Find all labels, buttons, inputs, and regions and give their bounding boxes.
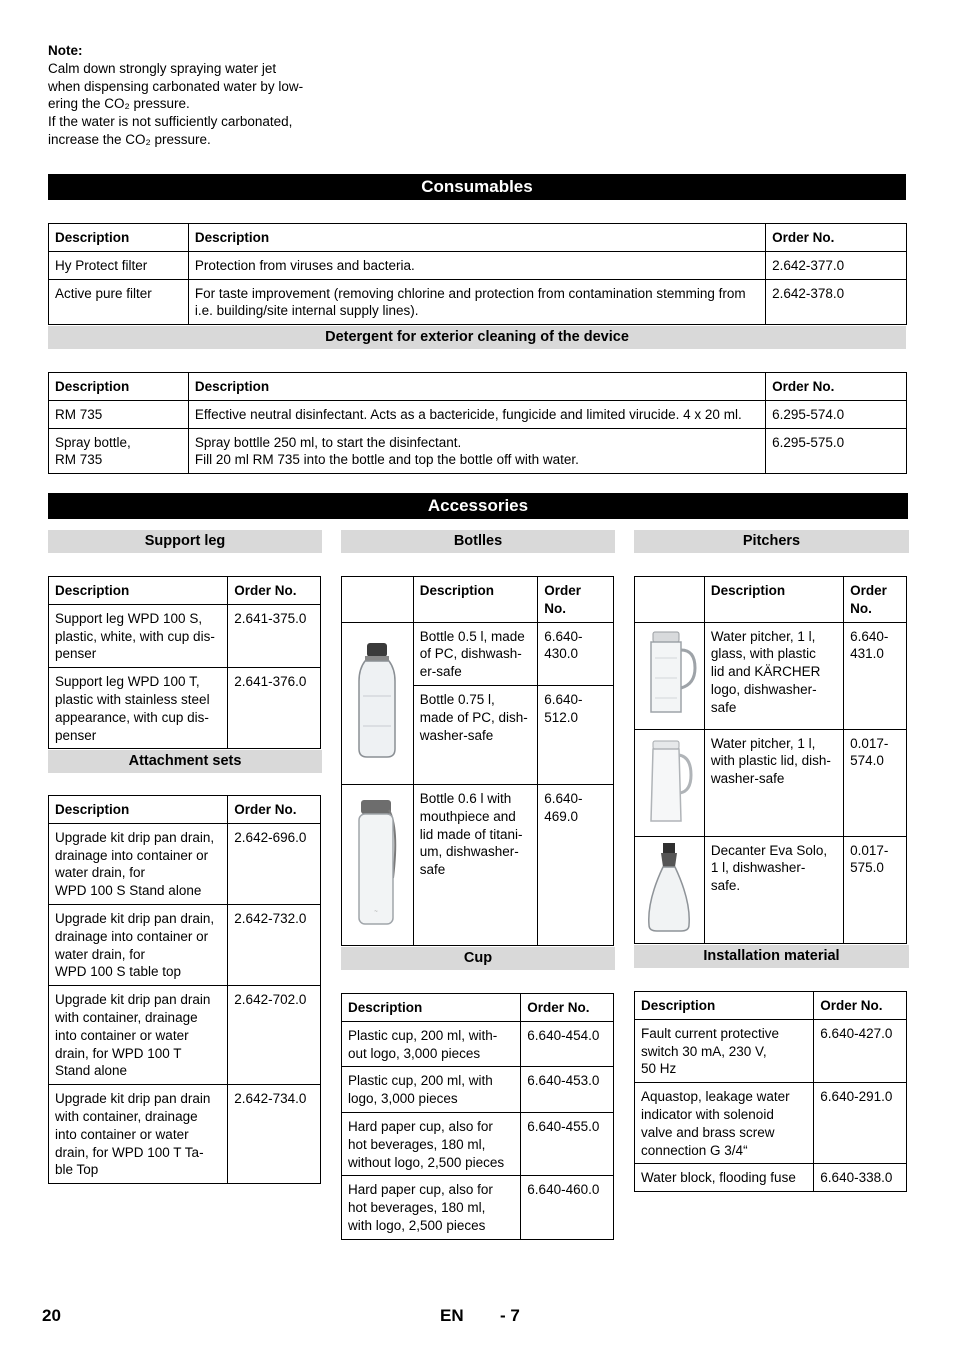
installation-heading: Installation material — [634, 945, 909, 968]
svg-text:~: ~ — [374, 908, 379, 915]
cell: Hard paper cup, also for hot beverages, 180 ml, with logo, 2,500 pieces — [342, 1176, 521, 1239]
decanter-image — [641, 841, 697, 933]
clear-bottle-image — [355, 641, 399, 761]
pitcher-image-cell — [635, 622, 705, 729]
order-no: 6.640- 431.0 — [844, 622, 907, 729]
note-line: ering the CO₂ pressure. — [48, 96, 190, 112]
order-no: 6.640-427.0 — [814, 1019, 907, 1082]
cup-heading: Cup — [341, 947, 615, 970]
col-header: Order No. — [538, 577, 614, 623]
col-header — [342, 577, 414, 623]
col-header: Description — [413, 577, 538, 623]
col-header: Description — [49, 224, 189, 252]
cell: Bottle 0.6 l with mouthpiece and lid made of titani- um, dishwasher- safe — [413, 784, 538, 945]
cell: Water pitcher, 1 l, with plastic lid, dish- washer-safe — [704, 729, 843, 836]
titanium-lid-bottle-image — [353, 798, 401, 928]
detergent-heading: Detergent for exterior cleaning of the device — [48, 326, 906, 349]
note-line: If the water is not sufficiently carbonated, — [48, 114, 293, 130]
table-header-row — [342, 994, 614, 1022]
plastic-lid-pitcher-image — [641, 735, 697, 825]
order-no: 0.017- 575.0 — [844, 836, 907, 943]
order-no: 2.642-696.0 — [228, 823, 321, 904]
table-row — [49, 428, 907, 474]
cell: Upgrade kit drip pan drain, drainage into container or water drain, for WPD 100 S table top — [49, 904, 228, 985]
cell: Decanter Eva Solo, 1 l, dishwasher- safe. — [704, 836, 843, 943]
col-header: Description — [342, 994, 521, 1022]
order-no: 6.640- 430.0 — [538, 622, 614, 685]
sub-page-number: - 7 — [500, 1306, 520, 1325]
note-line: Calm down strongly spraying water jet — [48, 60, 277, 76]
note-title: Note: — [48, 43, 83, 58]
cell: Water block, flooding fuse — [635, 1164, 814, 1192]
table-row — [635, 622, 907, 729]
cell: Bottle 0.5 l, made of PC, dishwash- er-safe — [413, 622, 538, 685]
cell: Fault current protective switch 30 mA, 230 V, 50 Hz — [635, 1019, 814, 1082]
order-no: 6.295-574.0 — [766, 400, 907, 428]
installation-table — [634, 991, 907, 1192]
cell: Bottle 0.75 l, made of PC, dish- washer-safe — [413, 685, 538, 784]
order-no: 6.640-460.0 — [521, 1176, 614, 1239]
cell: Plastic cup, 200 ml, with logo, 3,000 pieces — [342, 1067, 521, 1113]
cell: Support leg WPD 100 T, plastic with stainless steel appearance, with cup dis- penser — [49, 668, 228, 749]
order-no: 2.642-377.0 — [766, 251, 907, 279]
table-header-row — [49, 373, 907, 401]
order-no: 2.642-378.0 — [766, 279, 907, 325]
table-row — [49, 251, 907, 279]
cup-table — [341, 993, 614, 1240]
bottle-image-cell — [342, 784, 414, 945]
consumables-table — [48, 223, 907, 325]
table-row — [635, 1083, 907, 1164]
order-no: 6.640-453.0 — [521, 1067, 614, 1113]
pitchers-heading: Pitchers — [634, 530, 909, 553]
cell: Protection from viruses and bacteria. — [188, 251, 765, 279]
table-header-row — [49, 577, 321, 605]
bottle-image-cell — [342, 622, 414, 784]
order-no: 6.640- 469.0 — [538, 784, 614, 945]
cell: Active pure filter — [49, 279, 189, 325]
col-header: Description — [49, 577, 228, 605]
col-header: Description — [188, 373, 765, 401]
table-row — [342, 1176, 614, 1239]
pitcher-image-cell — [635, 836, 705, 943]
table-row — [342, 784, 614, 945]
pitcher-image-cell — [635, 729, 705, 836]
col-header: Order No. — [228, 796, 321, 824]
col-header: Order No. — [228, 577, 321, 605]
cell: Upgrade kit drip pan drain, drainage into container or water drain, for WPD 100 S Stand alone — [49, 823, 228, 904]
table-row — [49, 823, 321, 904]
table-row — [635, 836, 907, 943]
cell: Plastic cup, 200 ml, with- out logo, 3,000 pieces — [342, 1021, 521, 1067]
table-row — [635, 729, 907, 836]
col-header: Order No. — [521, 994, 614, 1022]
col-header — [635, 577, 705, 623]
cell: Aquastop, leakage water indicator with solenoid valve and brass screw connection G 3/4“ — [635, 1083, 814, 1164]
glass-pitcher-image — [641, 628, 697, 718]
col-header: Order No. — [844, 577, 907, 623]
table-row — [49, 1085, 321, 1184]
pitchers-table — [634, 576, 907, 944]
table-row — [49, 904, 321, 985]
cell: Upgrade kit drip pan drain with container, drainage into container or water drain, for WPD 100 T Stand alone — [49, 986, 228, 1085]
col-header: Order No. — [814, 992, 907, 1020]
note-line: increase the CO₂ pressure. — [48, 131, 211, 147]
table-row — [635, 1164, 907, 1192]
table-header-row — [49, 224, 907, 252]
cell: Water pitcher, 1 l, glass, with plastic lid and KÄRCHER logo, dishwasher- safe — [704, 622, 843, 729]
page-number: 20 — [42, 1306, 61, 1325]
accessories-heading: Accessories — [48, 493, 908, 519]
col-header: Order No. — [766, 224, 907, 252]
table-row — [49, 668, 321, 749]
consumables-heading: Consumables — [48, 174, 906, 200]
table-row — [49, 400, 907, 428]
cell: Spray bottlle 250 ml, to start the disinfectant. Fill 20 ml RM 735 into the bottle and top the bottle off with water. — [188, 428, 765, 474]
table-row — [342, 622, 614, 685]
table-header-row — [342, 577, 614, 623]
table-row — [342, 1112, 614, 1175]
table-row — [49, 279, 907, 325]
cell: For taste improvement (removing chlorine and protection from contamination stemming from i.e. building/site internal supply lines). — [188, 279, 765, 325]
cell: Hard paper cup, also for hot beverages, 180 ml, without logo, 2,500 pieces — [342, 1112, 521, 1175]
attachment-sets-table — [48, 795, 321, 1184]
detergent-table — [48, 372, 907, 474]
order-no: 2.642-734.0 — [228, 1085, 321, 1184]
order-no: 2.642-732.0 — [228, 904, 321, 985]
language-code: EN — [440, 1306, 464, 1325]
order-no: 6.640-454.0 — [521, 1021, 614, 1067]
table-row — [635, 1019, 907, 1082]
order-no: 6.640-291.0 — [814, 1083, 907, 1164]
table-header-row — [635, 577, 907, 623]
note-line: when dispensing carbonated water by low- — [48, 78, 304, 94]
cell: RM 735 — [49, 400, 189, 428]
col-header: Description — [704, 577, 843, 623]
note-block — [48, 42, 338, 149]
table-header-row — [635, 992, 907, 1020]
bottles-table — [341, 576, 614, 946]
table-row — [49, 604, 321, 667]
support-leg-table — [48, 576, 321, 749]
order-no: 2.641-376.0 — [228, 668, 321, 749]
cell: Effective neutral disinfectant. Acts as a bactericide, fungicide and limited virucide. 4 x 20 ml. — [188, 400, 765, 428]
col-header: Description — [49, 373, 189, 401]
cell: Spray bottle, RM 735 — [49, 428, 189, 474]
col-header: Description — [188, 224, 765, 252]
table-row — [49, 986, 321, 1085]
attachment-sets-heading: Attachment sets — [48, 750, 322, 773]
col-header: Description — [49, 796, 228, 824]
order-no: 6.640-338.0 — [814, 1164, 907, 1192]
order-no: 0.017- 574.0 — [844, 729, 907, 836]
order-no: 6.640-455.0 — [521, 1112, 614, 1175]
col-header: Order No. — [766, 373, 907, 401]
bottles-heading: Botlles — [341, 530, 615, 553]
support-leg-heading: Support leg — [48, 530, 322, 553]
order-no: 2.641-375.0 — [228, 604, 321, 667]
cell: Hy Protect filter — [49, 251, 189, 279]
col-header: Description — [635, 992, 814, 1020]
table-header-row — [49, 796, 321, 824]
cell: Support leg WPD 100 S, plastic, white, with cup dis- penser — [49, 604, 228, 667]
table-row — [342, 1021, 614, 1067]
order-no: 6.295-575.0 — [766, 428, 907, 474]
order-no: 6.640- 512.0 — [538, 685, 614, 784]
cell: Upgrade kit drip pan drain with container, drainage into container or water drain, for WPD 100 T Ta- ble Top — [49, 1085, 228, 1184]
table-row — [342, 1067, 614, 1113]
order-no: 2.642-702.0 — [228, 986, 321, 1085]
